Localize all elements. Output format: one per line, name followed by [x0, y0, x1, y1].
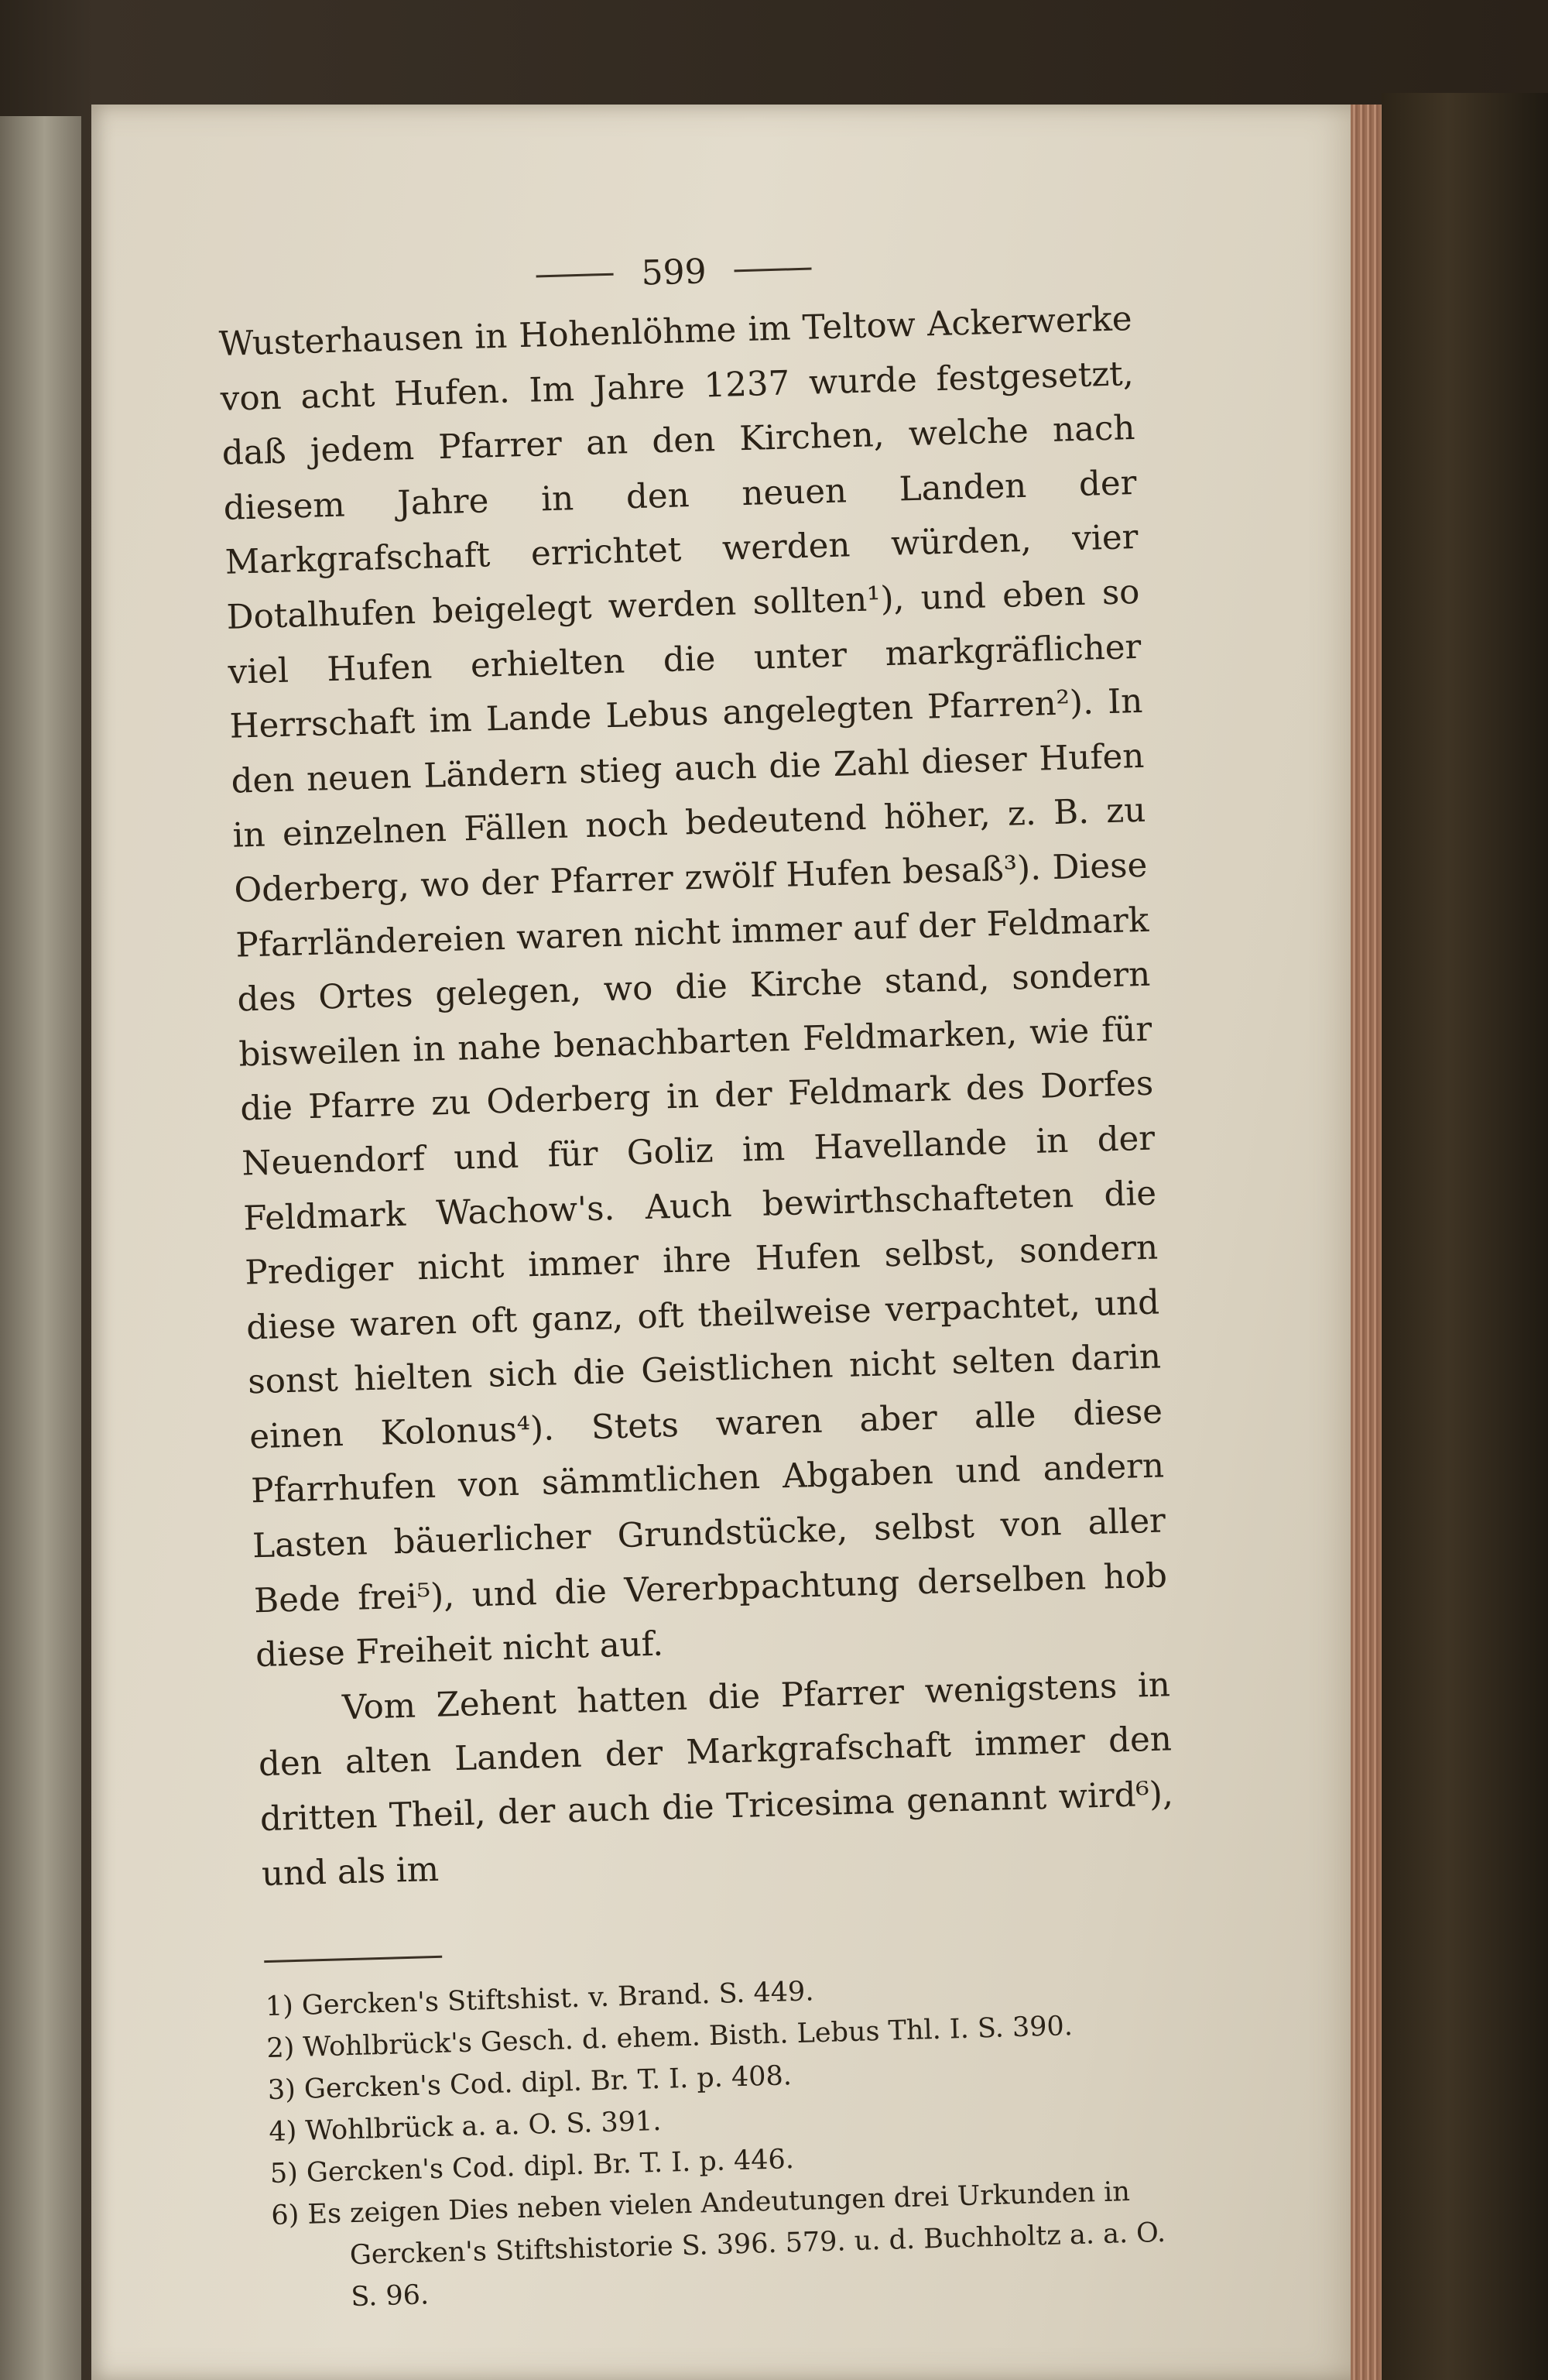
footnote: 6) Es zeigen Dies neben vielen Andeutungen drei Urkunden in Gercken's Stiftshistorie S. 396. 579. u. d. Buchholtz a. a. O. S. 96.	[270, 2176, 1166, 2313]
page-number: 599	[640, 251, 707, 293]
footnote: 4) Wohlbrück a. a. O. S. 391.	[268, 2106, 662, 2149]
footnote: 5) Gercken's Cod. dipl. Br. T. I. p. 446.	[269, 2144, 795, 2190]
page-text-block	[217, 238, 1188, 2353]
header-dash-left	[536, 273, 614, 277]
page-stack-edge	[1351, 105, 1382, 2380]
paragraph: Vom Zehent hatten die Pfarrer wenigstens in den alten Landen der Markgrafschaft immer den dritten Theil, der auch die Tricesima genannt wird⁶), und als im	[258, 1665, 1174, 1894]
book-binding	[1382, 93, 1548, 2380]
footnote: 3) Gercken's Cod. dipl. Br. T. I. p. 408.	[267, 2060, 793, 2107]
paragraph: Wusterhausen in Hohenlöhme im Teltow Ackerwerke von acht Hufen. Im Jahre 1237 wurde festgesetzt, daß jedem Pfarrer an den Kirchen, welche nach diesem Jahre in den neuen Landen der Markgrafschaft errichtet werden würden, vier Dotalhufen beigelegt werden sollten¹), und eben so viel Hufen erhielten die unter markgräflicher Herrschaft im Lande Lebus angelegten Pfarren²). In den neuen Ländern stieg auch die Zahl dieser Hufen in einzelnen Fällen noch bedeutend höher, z. B. zu Oderberg, wo der Pfarrer zwölf Hufen besaß³). Diese Pfarrländereien waren nicht immer auf der Feldmark des Ortes gelegen, wo die Kirche stand, sondern bisweilen in nahe benachbarten Feldmarken, wie für die Pfarre zu Oderberg in der Feldmark des Dorfes Neuendorf und für Goliz im Havellande in der Feldmark Wachow's. Auch bewirthschafteten die Prediger nicht immer ihre Hufen selbst, sondern diese waren oft ganz, oft theilweise verpachtet, und sonst hielten sich die Geistlichen nicht selten darin einen Kolonus⁴). Stets waren aber alle diese Pfarrhufen von sämmtlichen Abgaben und andern Lasten bäuerlicher Grundstücke, selbst von aller Bede frei⁵), und die Vererbpachtung derselben hob diese Freiheit nicht auf.	[218, 300, 1168, 1675]
footnote: 1) Gercken's Stiftshist. v. Brand. S. 449.	[265, 1976, 814, 2023]
footnote: 2) Wohlbrück's Gesch. d. ehem. Bisth. Lebus Thl. I. S. 390.	[265, 2011, 1074, 2065]
header-dash-right	[734, 267, 811, 272]
body-text	[218, 292, 1176, 1902]
footnotes	[265, 1960, 1187, 2320]
footnote-divider	[264, 1956, 442, 1963]
left-page-edge	[0, 116, 81, 2380]
